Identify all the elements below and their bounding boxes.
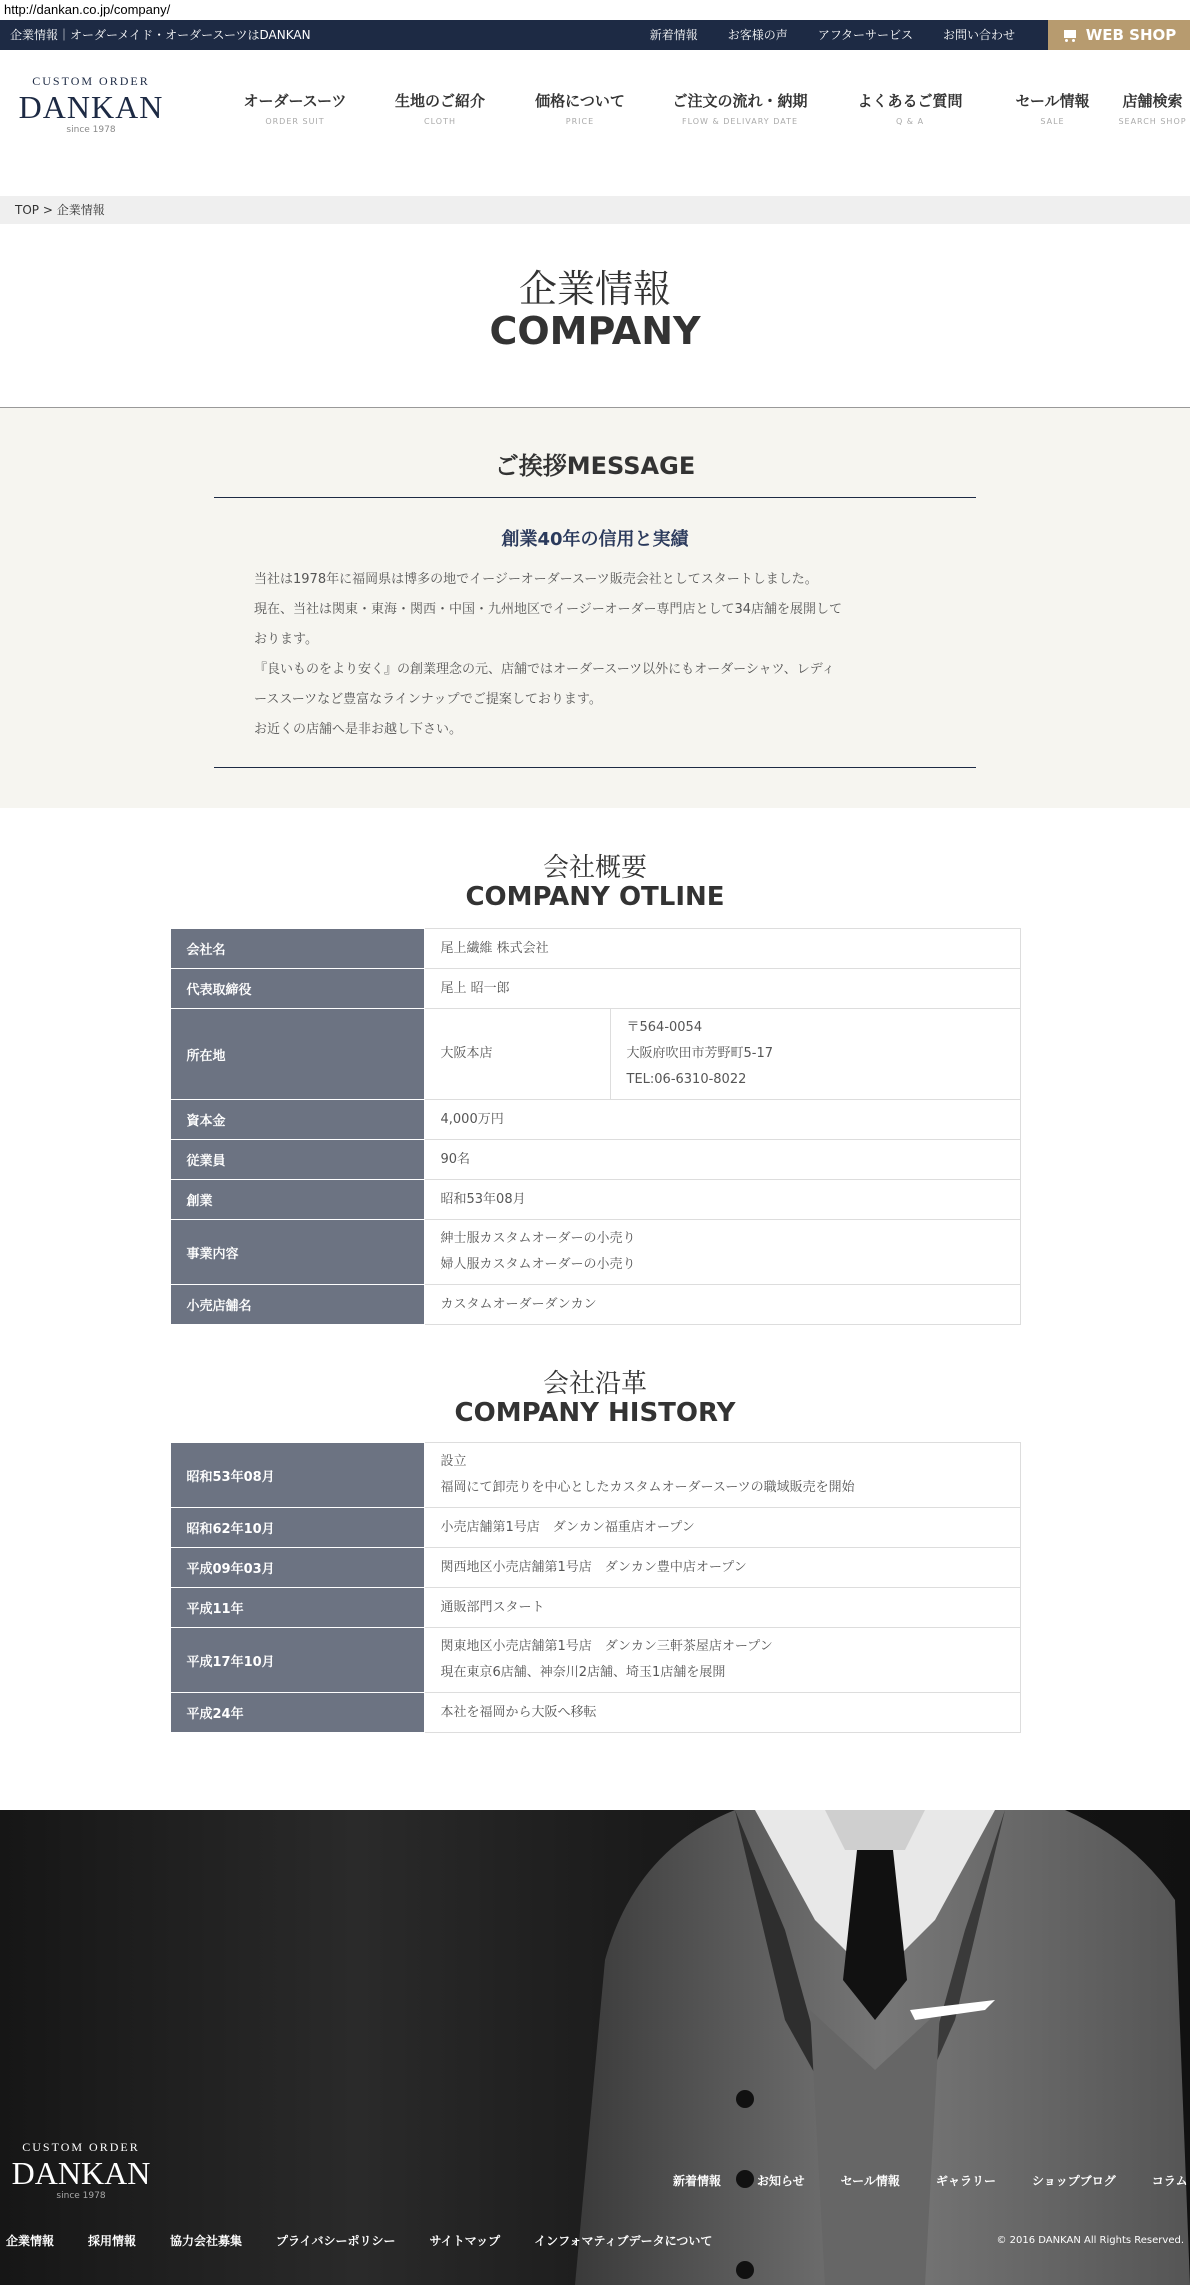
outline-heading bbox=[0, 854, 1190, 912]
nav-label: オーダースーツ bbox=[243, 92, 347, 110]
site-header bbox=[0, 50, 1190, 196]
table-row bbox=[170, 1588, 1020, 1628]
top-links bbox=[650, 20, 1015, 50]
table-row bbox=[170, 1443, 1020, 1508]
page-title bbox=[0, 224, 1190, 408]
address-tel: TEL:06-6310-8022 bbox=[626, 1072, 747, 1087]
row-label: 小売店舗名 bbox=[170, 1285, 424, 1325]
history-event bbox=[424, 1588, 1020, 1628]
footer-link-partner[interactable]: 協力会社募集 bbox=[170, 2234, 243, 2248]
message-body bbox=[214, 551, 976, 768]
nav-label: ご注文の流れ・納期 bbox=[672, 92, 808, 110]
nav-label: よくあるご質問 bbox=[857, 92, 963, 110]
nav-sublabel: PRICE bbox=[565, 117, 595, 126]
nav-sublabel: ORDER SUIT bbox=[265, 117, 325, 126]
company-outline-table bbox=[170, 928, 1021, 1325]
message-line: 『良いものをより安く』の創業理念の元、店舗ではオーダースーツ以外にもオーダーシャツ、レディ bbox=[254, 662, 835, 677]
row-label: 従業員 bbox=[170, 1140, 424, 1180]
history-date: 平成24年 bbox=[170, 1693, 424, 1733]
footer-link-sale[interactable]: セール情報 bbox=[840, 2174, 900, 2188]
table-row bbox=[170, 1693, 1020, 1733]
history-line: 福岡にて卸売りを中心としたカスタムオーダースーツの職域販売を開始 bbox=[440, 1480, 855, 1495]
suit-photo bbox=[575, 1810, 1190, 2285]
footer-nav-primary bbox=[673, 2172, 1188, 2189]
nav-item-cloth[interactable] bbox=[370, 90, 510, 126]
history-line: 関東地区小売店舗第1号店 ダンカン三軒茶屋店オープン bbox=[440, 1639, 773, 1654]
history-heading-jp: 会社沿革 bbox=[542, 1369, 647, 1399]
nav-sublabel: Q & A bbox=[895, 117, 925, 126]
footer-link-news[interactable]: 新着情報 bbox=[673, 2174, 722, 2188]
history-line: 関西地区小売店舗第1号店 ダンカン豊中店オープン bbox=[440, 1559, 747, 1575]
address-zip: 〒564-0054 bbox=[626, 1020, 703, 1035]
row-value: 昭和53年08月 bbox=[424, 1180, 1020, 1220]
row-value: 尾上繊維 株式会社 bbox=[424, 929, 1020, 969]
history-event bbox=[424, 1548, 1020, 1588]
nav-label: 店舗検索 bbox=[1122, 92, 1183, 110]
nav-sublabel: SEARCH SHOP bbox=[1118, 117, 1187, 126]
row-label: 事業内容 bbox=[170, 1220, 424, 1285]
history-line: 本社を福岡から大阪へ移転 bbox=[440, 1704, 597, 1720]
footer-hero bbox=[0, 1810, 1190, 2285]
table-row bbox=[170, 929, 1020, 969]
footer-link-privacy[interactable]: プライバシーポリシー bbox=[276, 2234, 396, 2248]
nav-item-order-suit[interactable] bbox=[220, 90, 370, 126]
breadcrumb-separator: > bbox=[42, 203, 53, 217]
history-date: 平成09年03月 bbox=[170, 1548, 424, 1588]
row-value bbox=[424, 1220, 1020, 1285]
business-line: 婦人服カスタムオーダーの小売り bbox=[440, 1257, 636, 1272]
message-line: ーススーツなど豊富なラインナップでご提案しております。 bbox=[254, 692, 602, 707]
footer-logo-line2: DANKAN bbox=[11, 2155, 151, 2191]
footer-logo[interactable] bbox=[6, 2140, 156, 2201]
logo-line3: since 1978 bbox=[66, 125, 116, 135]
footer-link-gallery[interactable]: ギャラリー bbox=[935, 2174, 996, 2188]
table-row bbox=[170, 1009, 1020, 1100]
message-section bbox=[0, 408, 1190, 808]
history-event bbox=[424, 1508, 1020, 1548]
footer-link-recruit[interactable]: 採用情報 bbox=[88, 2234, 137, 2248]
company-history-table bbox=[170, 1442, 1021, 1733]
history-date: 昭和62年10月 bbox=[170, 1508, 424, 1548]
table-row bbox=[170, 1548, 1020, 1588]
address-street: 大阪府吹田市芳野町5-17 bbox=[626, 1046, 774, 1061]
row-value: カスタムオーダーダンカン bbox=[424, 1285, 1020, 1325]
footer-link-informative-data[interactable]: インフォマティブデータについて bbox=[534, 2234, 713, 2248]
row-value: 尾上 昭一郎 bbox=[424, 969, 1020, 1009]
row-value: 4,000万円 bbox=[424, 1100, 1020, 1140]
row-value: 90名 bbox=[424, 1140, 1020, 1180]
nav-sublabel: SALE bbox=[1040, 117, 1065, 126]
nav-sublabel: CLOTH bbox=[424, 117, 456, 126]
breadcrumb-home[interactable]: TOP bbox=[15, 203, 40, 217]
table-row bbox=[170, 969, 1020, 1009]
history-event bbox=[424, 1443, 1020, 1508]
nav-label: 生地のご紹介 bbox=[394, 92, 485, 110]
history-date: 昭和53年08月 bbox=[170, 1443, 424, 1508]
nav-item-sale[interactable] bbox=[990, 90, 1115, 126]
web-shop-button[interactable] bbox=[1048, 20, 1190, 50]
table-row bbox=[170, 1180, 1020, 1220]
history-event bbox=[424, 1693, 1020, 1733]
message-line: 現在、当社は関東・東海・関西・中国・九州地区でイージーオーダー専門店として34店舗を展開して bbox=[254, 602, 843, 617]
business-line: 紳士服カスタムオーダーの小売り bbox=[440, 1231, 636, 1246]
row-label: 創業 bbox=[170, 1180, 424, 1220]
outline-heading-jp: 会社概要 bbox=[542, 853, 647, 883]
row-label: 所在地 bbox=[170, 1009, 424, 1100]
row-label: 会社名 bbox=[170, 929, 424, 969]
address-office: 大阪本店 bbox=[424, 1009, 610, 1100]
nav-item-search-shop[interactable] bbox=[1115, 90, 1190, 126]
breadcrumb-current: 企業情報 bbox=[56, 203, 105, 217]
nav-label: セール情報 bbox=[1015, 92, 1090, 110]
history-event bbox=[424, 1628, 1020, 1693]
cart-icon bbox=[1062, 29, 1078, 42]
footer-link-column[interactable]: コラム bbox=[1151, 2174, 1188, 2188]
table-row bbox=[170, 1100, 1020, 1140]
history-line: 通販部門スタート bbox=[440, 1599, 545, 1615]
table-row bbox=[170, 1285, 1020, 1325]
history-line: 設立 bbox=[440, 1454, 467, 1469]
browser-url[interactable]: http://dankan.co.jp/company/ bbox=[0, 0, 1190, 20]
top-bar bbox=[0, 20, 1190, 50]
history-line: 小売店舗第1号店 ダンカン福重店オープン bbox=[440, 1519, 695, 1535]
web-shop-label: WEB SHOP bbox=[1085, 26, 1177, 44]
site-logo[interactable] bbox=[16, 74, 166, 135]
row-label: 代表取締役 bbox=[170, 969, 424, 1009]
footer-link-notice[interactable]: お知らせ bbox=[757, 2174, 805, 2188]
address-detail bbox=[610, 1009, 1020, 1100]
history-line: 現在東京6店舗、神奈川2店舗、埼玉1店舗を展開 bbox=[440, 1665, 726, 1680]
table-row bbox=[170, 1508, 1020, 1548]
message-line: お近くの店舗へ是非お越し下さい。 bbox=[254, 722, 463, 737]
table-row bbox=[170, 1140, 1020, 1180]
top-link-contact[interactable]: お問い合わせ bbox=[942, 28, 1015, 42]
footer-link-sitemap[interactable]: サイトマップ bbox=[429, 2234, 501, 2248]
top-link-news[interactable]: 新着情報 bbox=[649, 28, 698, 42]
top-link-voice[interactable]: お客様の声 bbox=[727, 28, 788, 42]
site-tagline: 企業情報｜オーダーメイド・オーダースーツはDANKAN bbox=[10, 28, 311, 42]
row-label: 資本金 bbox=[170, 1100, 424, 1140]
footer-logo-line1: CUSTOM ORDER bbox=[22, 2140, 140, 2154]
nav-label: 価格について bbox=[535, 92, 625, 110]
page-title-en: COMPANY bbox=[489, 309, 701, 353]
message-heading: ご挨拶MESSAGE bbox=[214, 446, 976, 498]
history-heading-en: COMPANY HISTORY bbox=[454, 1398, 736, 1428]
nav-item-flow[interactable] bbox=[650, 90, 830, 126]
footer-link-blog[interactable]: ショップブログ bbox=[1031, 2174, 1116, 2188]
logo-line1: CUSTOM ORDER bbox=[32, 74, 150, 88]
nav-sublabel: FLOW & DELIVARY DATE bbox=[681, 117, 799, 126]
footer-link-company[interactable]: 企業情報 bbox=[6, 2234, 55, 2248]
table-row bbox=[170, 1220, 1020, 1285]
message-line: おります。 bbox=[254, 632, 318, 647]
table-row bbox=[170, 1628, 1020, 1693]
history-date: 平成11年 bbox=[170, 1588, 424, 1628]
main-nav bbox=[220, 90, 1190, 126]
outline-heading-en: COMPANY OTLINE bbox=[465, 882, 725, 912]
message-subheading: 創業40年の信用と実績 bbox=[501, 529, 689, 550]
footer-nav-secondary bbox=[6, 2232, 712, 2249]
nav-item-faq[interactable] bbox=[830, 90, 990, 126]
breadcrumb bbox=[0, 196, 1190, 224]
footer-logo-line3: since 1978 bbox=[56, 2191, 106, 2201]
logo-line2: DANKAN bbox=[18, 89, 164, 125]
nav-item-price[interactable] bbox=[510, 90, 650, 126]
page-title-jp: 企業情報 bbox=[518, 267, 671, 311]
history-date: 平成17年10月 bbox=[170, 1628, 424, 1693]
top-link-after-service[interactable]: アフターサービス bbox=[817, 28, 913, 42]
copyright: © 2016 DANKAN All Rights Reserved. bbox=[996, 2235, 1184, 2246]
history-heading bbox=[0, 1370, 1190, 1428]
message-line: 当社は1978年に福岡県は博多の地でイージーオーダースーツ販売会社としてスタートしました。 bbox=[254, 572, 818, 587]
